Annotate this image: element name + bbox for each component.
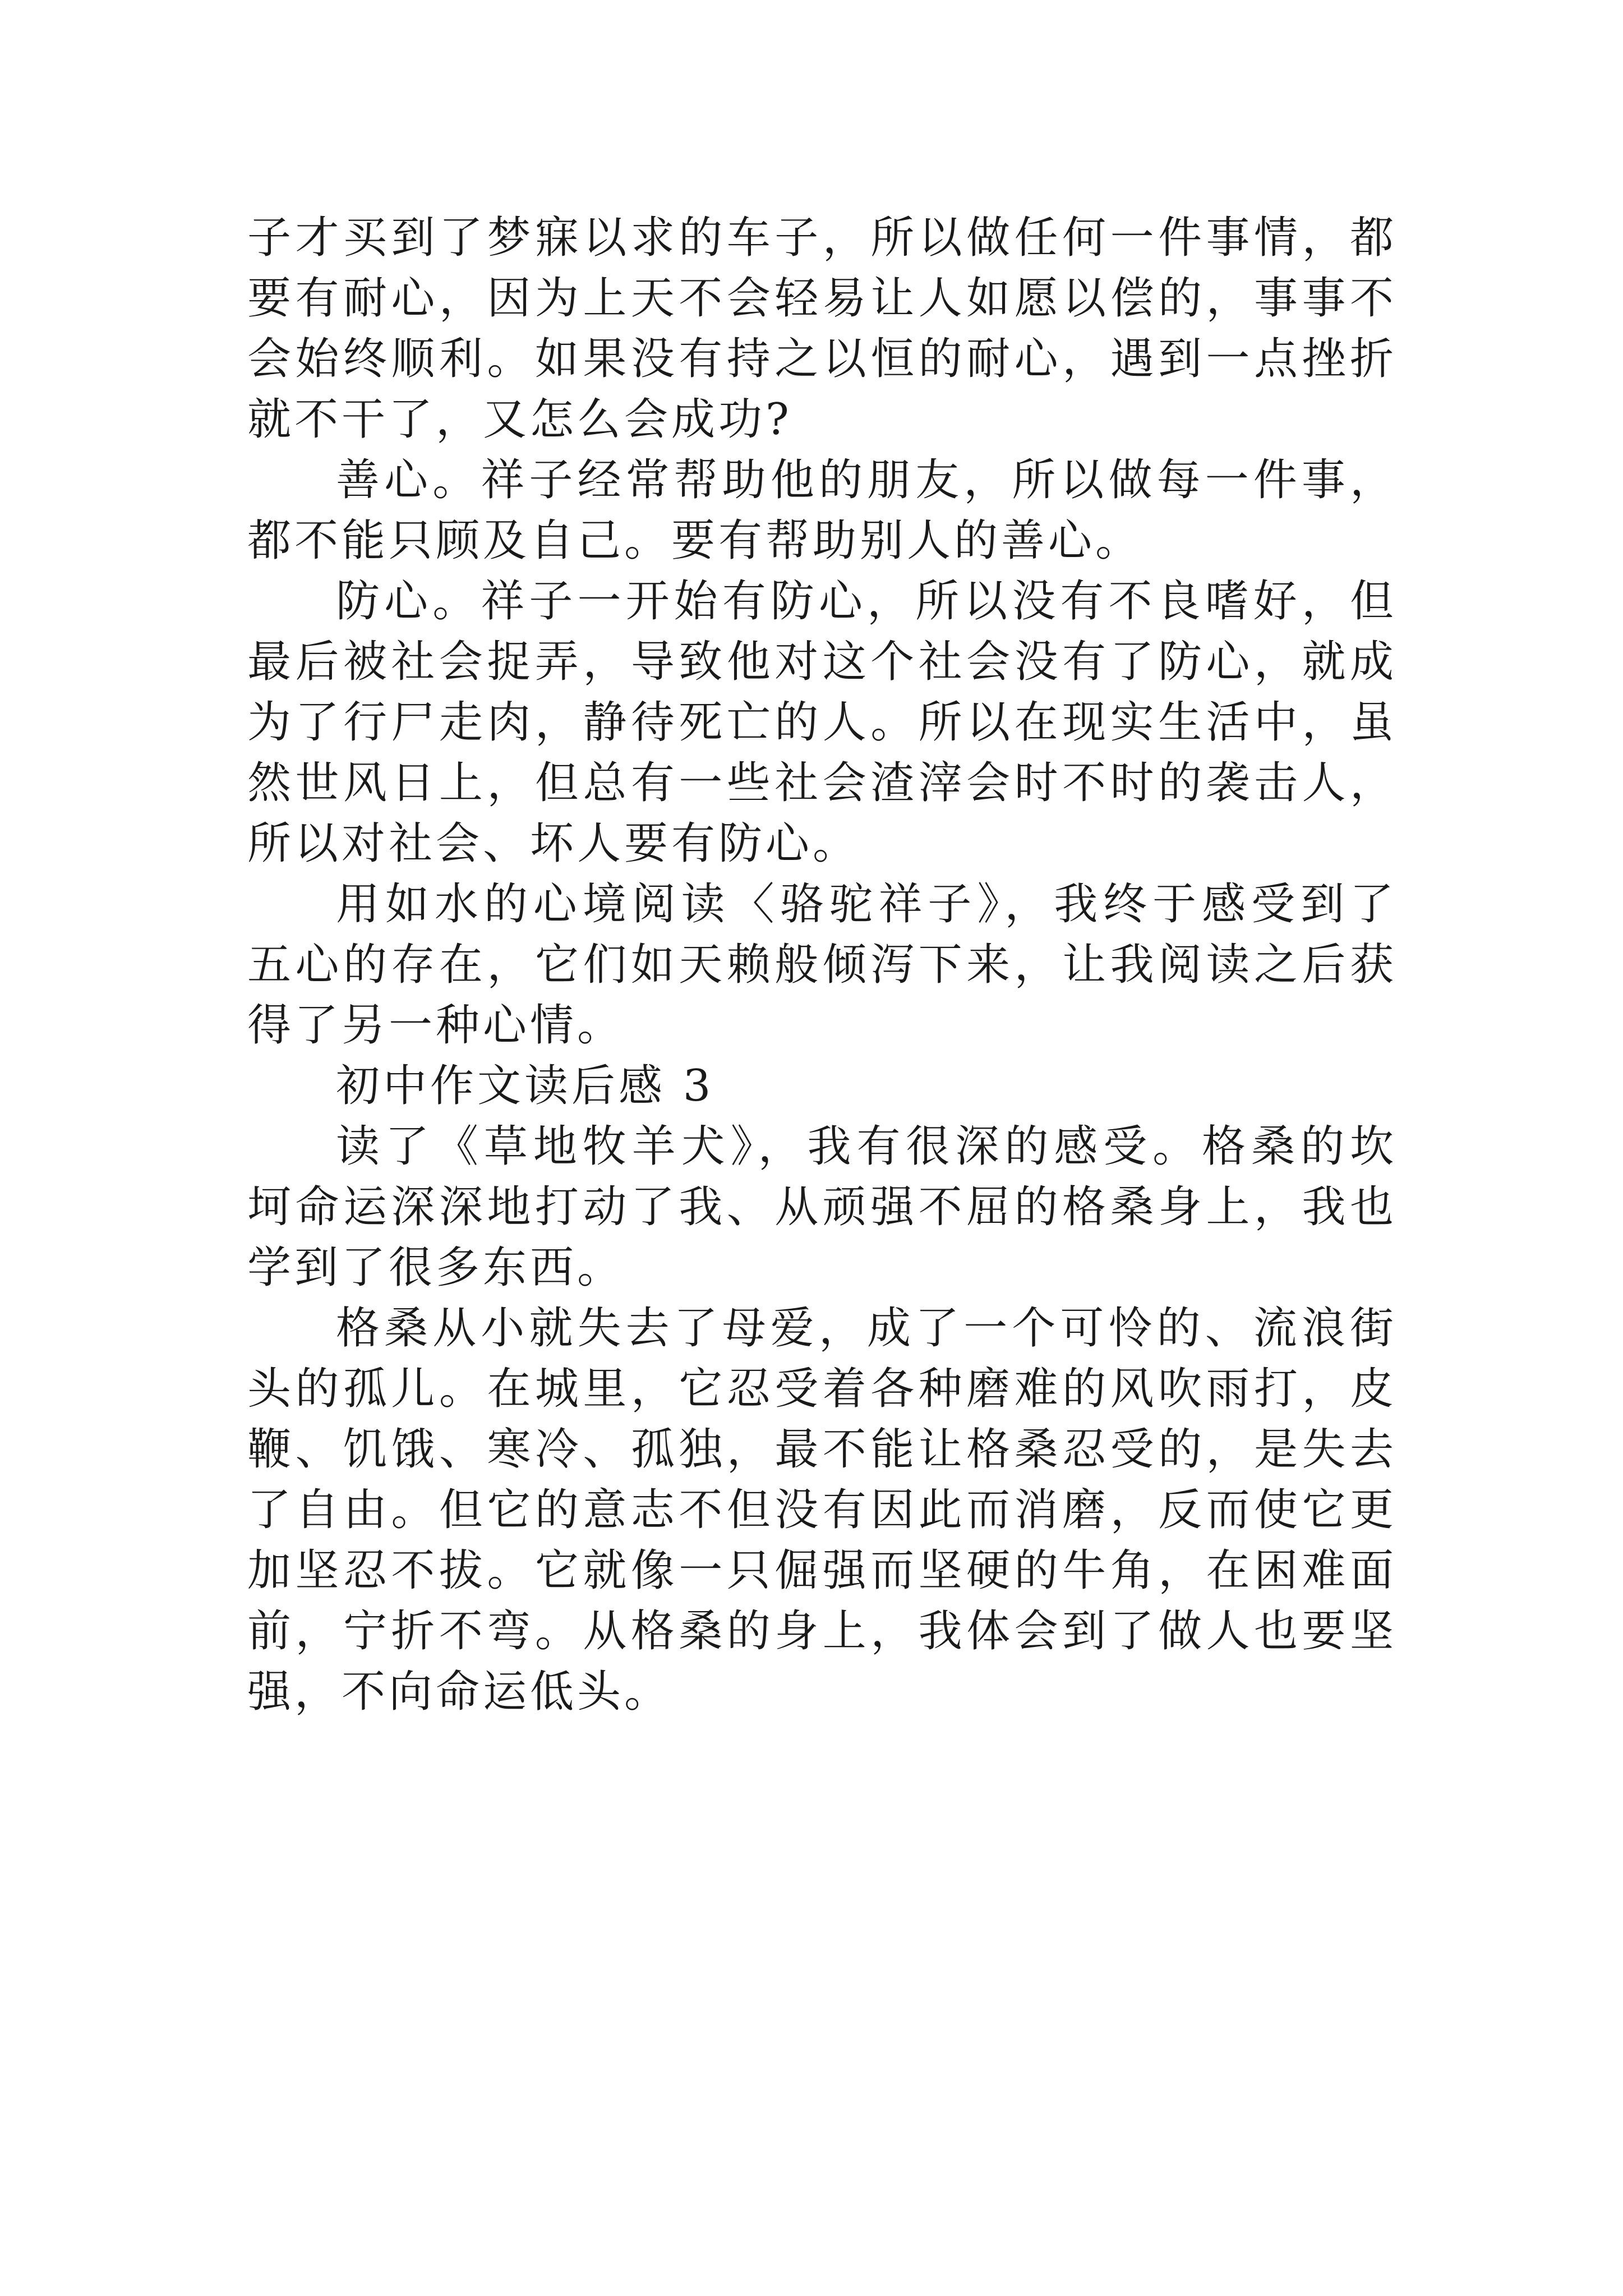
paragraph-intro-gesang: 读了《草地牧羊犬》，我有很深的感受。格桑的坎坷命运深深地打动了我、从顽强不屈的格桑身上，我也学到了很多东西。 [247, 1121, 1397, 1293]
document-body [247, 208, 1397, 1722]
paragraph-kindness: 善心。祥子经常帮助他的朋友，所以做每一件事，都不能只顾及自己。要有帮助别人的善心。 [247, 455, 1397, 566]
section-heading: 初中作文读后感 3 [336, 1061, 714, 1111]
paragraph-vigilance: 防心。祥子一开始有防心，所以没有不良嗜好，但最后被社会捉弄，导致他对这个社会没有了防心，就成为了行尸走肉，静待死亡的人。所以在现实生活中，虽然世风日上，但总有一些社会渣滓会时不时的袭击人，所以对社会、坏人要有防心。 [247, 576, 1397, 869]
paragraph-conclusion: 用如水的心境阅读〈骆驼祥子》，我终于感受到了五心的存在，它们如天赖般倾泻下来，让我阅读之后获得了另一种心情。 [247, 879, 1397, 1051]
paragraph-gesang-story: 格桑从小就失去了母爱，成了一个可怜的、流浪街头的孤儿。在城里，它忍受着各种磨难的风吹雨打，皮鞭、饥饿、寒冷、孤独，最不能让格桑忍受的，是失去了自由。但它的意志不但没有因此而消磨，反而使它更加坚忍不拔。它就像一只倔强而坚硬的牛角，在困难面前，宁折不弯。从格桑的身上，我体会到了做人也要坚强，不向命运低头。 [247, 1303, 1397, 1717]
paragraph-patience: 子才买到了梦寐以求的车子，所以做任何一件事情，都要有耐心，因为上天不会轻易让人如愿以偿的，事事不会始终顺利。如果没有持之以恒的耐心，遇到一点挫折就不干了，又怎么会成功? [247, 213, 1397, 445]
